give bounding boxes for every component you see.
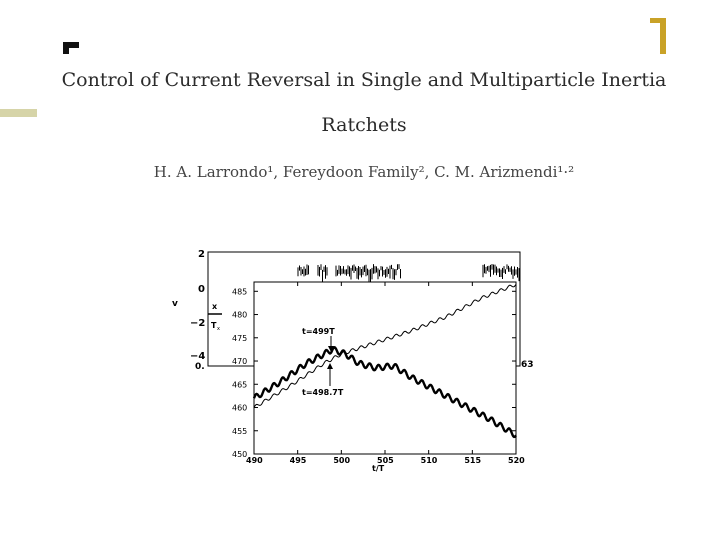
- inset-x-tick-label: 490: [246, 456, 263, 465]
- slide-title: [40, 58, 688, 148]
- bg-x-tick-right: 63: [521, 360, 534, 370]
- bg-y-tick: 0: [198, 284, 205, 295]
- inset-x-tick-label: 510: [420, 456, 438, 465]
- figure-svg: [150, 236, 550, 476]
- inset-y-tick-label: 465: [232, 380, 248, 390]
- bg-y-tick: −4: [190, 351, 206, 362]
- annotation-lower: t=498.7T: [302, 388, 344, 397]
- inset-x-tick-label: 505: [377, 456, 394, 465]
- inset-y-tick-label: 455: [232, 426, 248, 436]
- inset-x-tick-label: 515: [464, 456, 482, 465]
- inset-x-tick-label: 520: [508, 456, 525, 465]
- inset-y-label-top: x: [212, 302, 218, 311]
- inset-y-label-bottom: T: [211, 321, 217, 330]
- corner-mark-top-left: [63, 42, 79, 54]
- corner-mark-top-right: [650, 18, 666, 54]
- inset-x-tick-label: 495: [289, 456, 307, 465]
- inset-x-tick-label: 500: [333, 456, 351, 465]
- inset-y-tick-label: 480: [232, 310, 248, 320]
- inset-y-tick-label: 460: [232, 403, 248, 413]
- figure: [150, 236, 550, 476]
- inset-y-tick-label: 450: [232, 450, 248, 459]
- title-line-1: Control of Current Reversal in Single and Multiparticle Inertia: [61, 69, 667, 91]
- bg-y-tick: −2: [190, 318, 206, 329]
- inset-y-tick-label: 485: [232, 287, 248, 297]
- side-accent-bar: [0, 109, 37, 117]
- author-list: H. A. Larrondo¹, Fereydoon Family², C. M. Arizmendi¹·²: [153, 163, 575, 181]
- title-line-2: Ratchets: [321, 114, 407, 136]
- bg-y-tick: 2: [198, 249, 205, 260]
- inset-x-label: t/T: [372, 464, 385, 473]
- inset-y-tick-label: 475: [232, 333, 248, 343]
- bg-y-label: v: [172, 299, 178, 309]
- annotation-upper: t=499T: [302, 327, 335, 336]
- inset-y-tick-label: 470: [232, 357, 248, 367]
- bg-x-tick-left: 0.: [195, 362, 205, 372]
- inset-y-label-subscript: x: [217, 326, 220, 332]
